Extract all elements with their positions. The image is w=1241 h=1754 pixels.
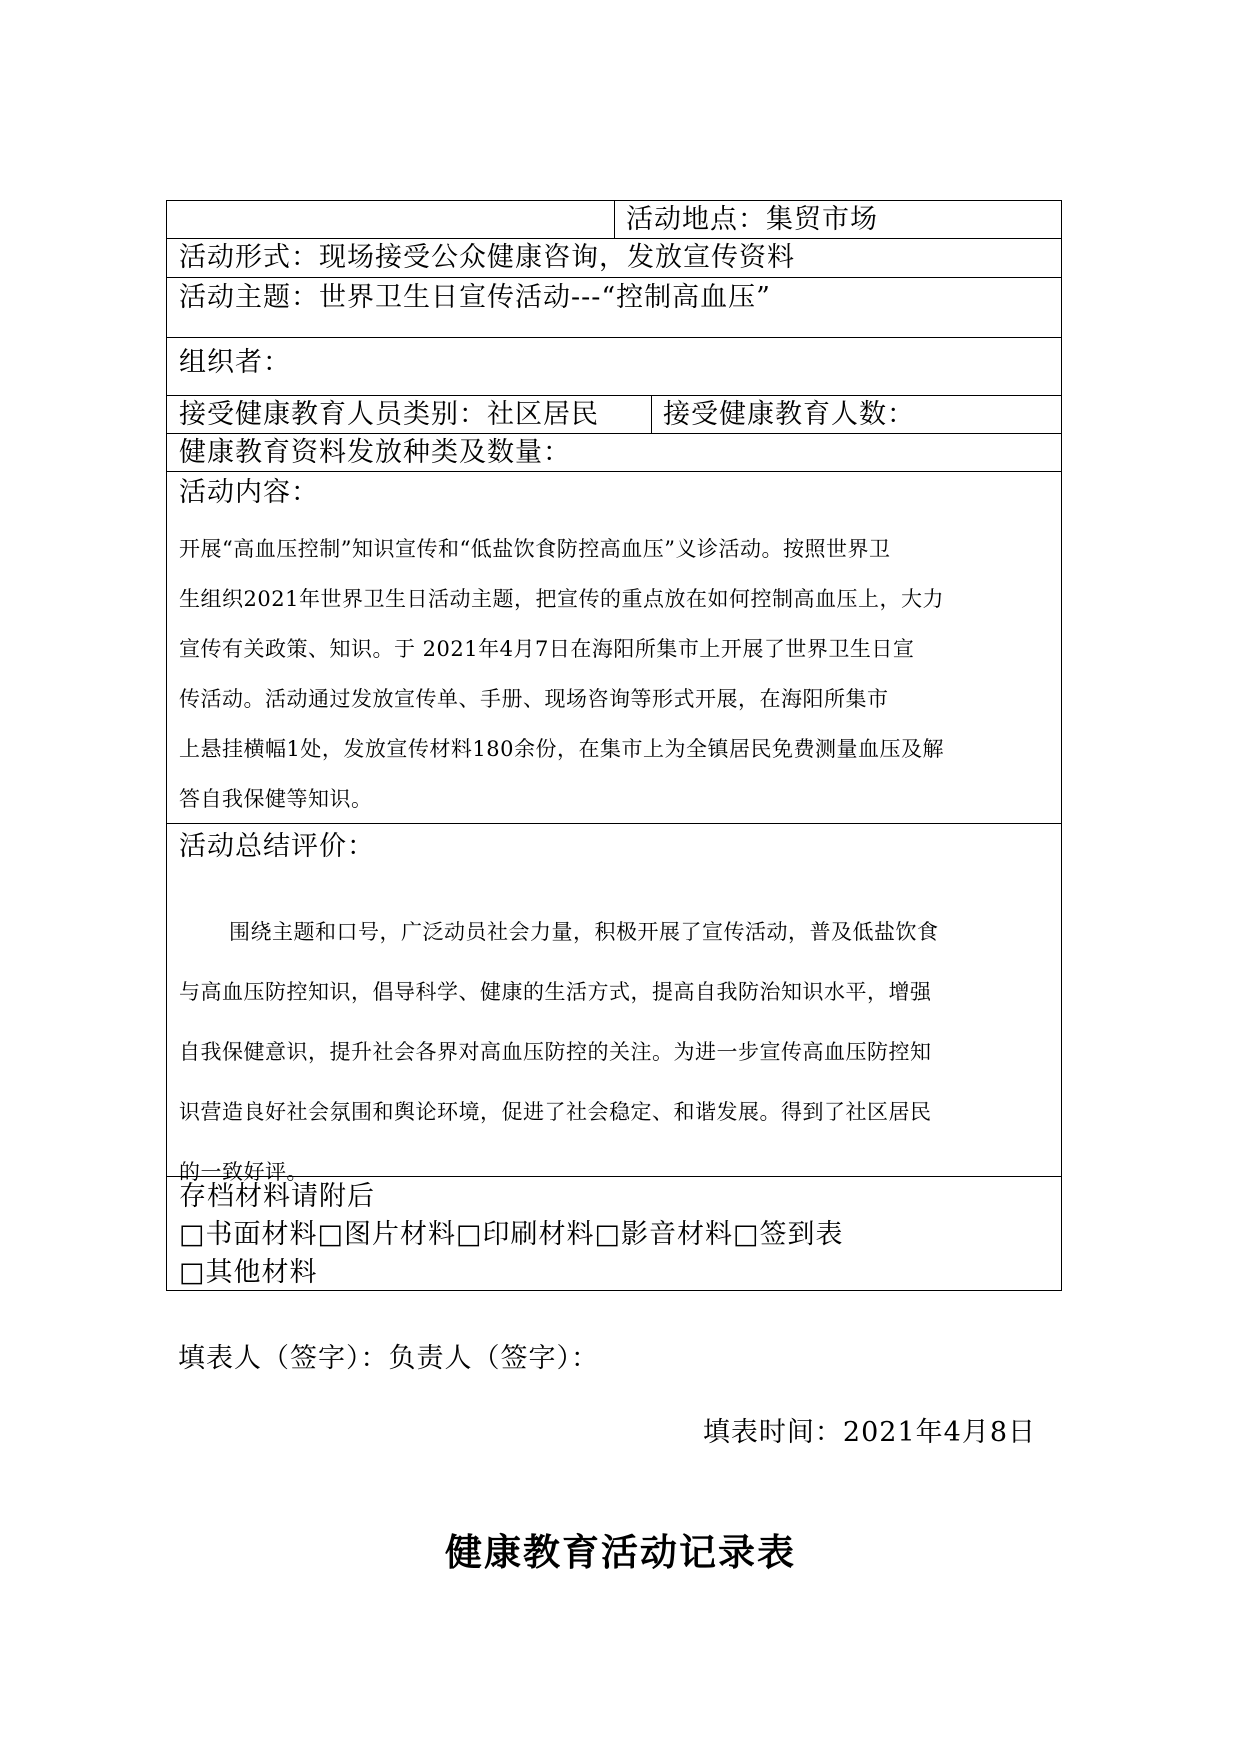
materials-text: 健康教育资料发放种类及数量：	[179, 437, 571, 468]
summary-line: 的一致好评。	[179, 1160, 308, 1184]
summary-label: 活动总结评价：	[179, 831, 375, 862]
row-location	[167, 201, 1061, 239]
row-materials	[167, 434, 1061, 472]
content-paragraph	[179, 524, 944, 824]
archive-label: 存档材料请附后	[179, 1181, 375, 1212]
content-line: 传活动。活动通过发放宣传单、手册、现场咨询等形式开展，在海阳所集市	[179, 687, 889, 711]
activity-record-table	[166, 200, 1062, 1291]
organizer-text: 组织者：	[179, 347, 291, 378]
cell-divider	[651, 396, 652, 433]
row-theme	[167, 278, 1061, 338]
content-label: 活动内容：	[179, 477, 319, 508]
archive-block	[179, 1178, 844, 1292]
signature-line: 填表人（签字）：负责人（签字）：	[178, 1343, 599, 1374]
archive-options: □其他材料	[179, 1257, 318, 1288]
row-form	[167, 239, 1061, 278]
theme-text: 活动主题：世界卫生日宣传活动---“控制高血压”	[179, 282, 771, 313]
archive-options: □书面材料□图片材料□印刷材料□影音材料□签到表	[179, 1219, 844, 1250]
summary-paragraph	[179, 902, 939, 1202]
content-line: 开展“高血压控制”知识宣传和“低盐饮食防控高血压”义诊活动。按照世界卫	[179, 537, 891, 561]
row-summary	[167, 824, 1061, 1184]
summary-line: 围绕主题和口号，广泛动员社会力量，积极开展了宣传活动，普及低盐饮食	[229, 920, 939, 944]
form-text: 活动形式：现场接受公众健康咨询，发放宣传资料	[179, 242, 795, 273]
row-archive	[167, 1177, 1061, 1290]
row-content	[167, 472, 1061, 824]
row-audience	[167, 396, 1061, 434]
content-line: 答自我保健等知识。	[179, 787, 373, 811]
location-text: 活动地点：集贸市场	[626, 204, 878, 235]
row-organizer	[167, 338, 1061, 396]
audience-count-text: 接受健康教育人数：	[663, 399, 915, 430]
content-line: 生组织2021年世界卫生日活动主题，把宣传的重点放在如何控制高血压上，大力	[179, 587, 944, 611]
audience-type-text: 接受健康教育人员类别：社区居民	[179, 399, 599, 430]
summary-line: 自我保健意识，提升社会各界对高血压防控的关注。为进一步宣传高血压防控知	[179, 1040, 932, 1064]
content-line: 上悬挂横幅1处，发放宣传材料180余份，在集市上为全镇居民免费测量血压及解	[179, 737, 944, 761]
summary-line: 与高血压防控知识，倡导科学、健康的生活方式，提高自我防治知识水平，增强	[179, 980, 932, 1004]
fill-date: 填表时间：2021年4月8日	[702, 1417, 1036, 1448]
document-title: 健康教育活动记录表	[445, 1530, 796, 1574]
summary-line: 识营造良好社会氛围和舆论环境，促进了社会稳定、和谐发展。得到了社区居民	[179, 1100, 932, 1124]
cell-divider	[614, 201, 615, 238]
content-line: 宣传有关政策、知识。于 2021年4月7日在海阳所集市上开展了世界卫生日宣	[179, 637, 915, 661]
